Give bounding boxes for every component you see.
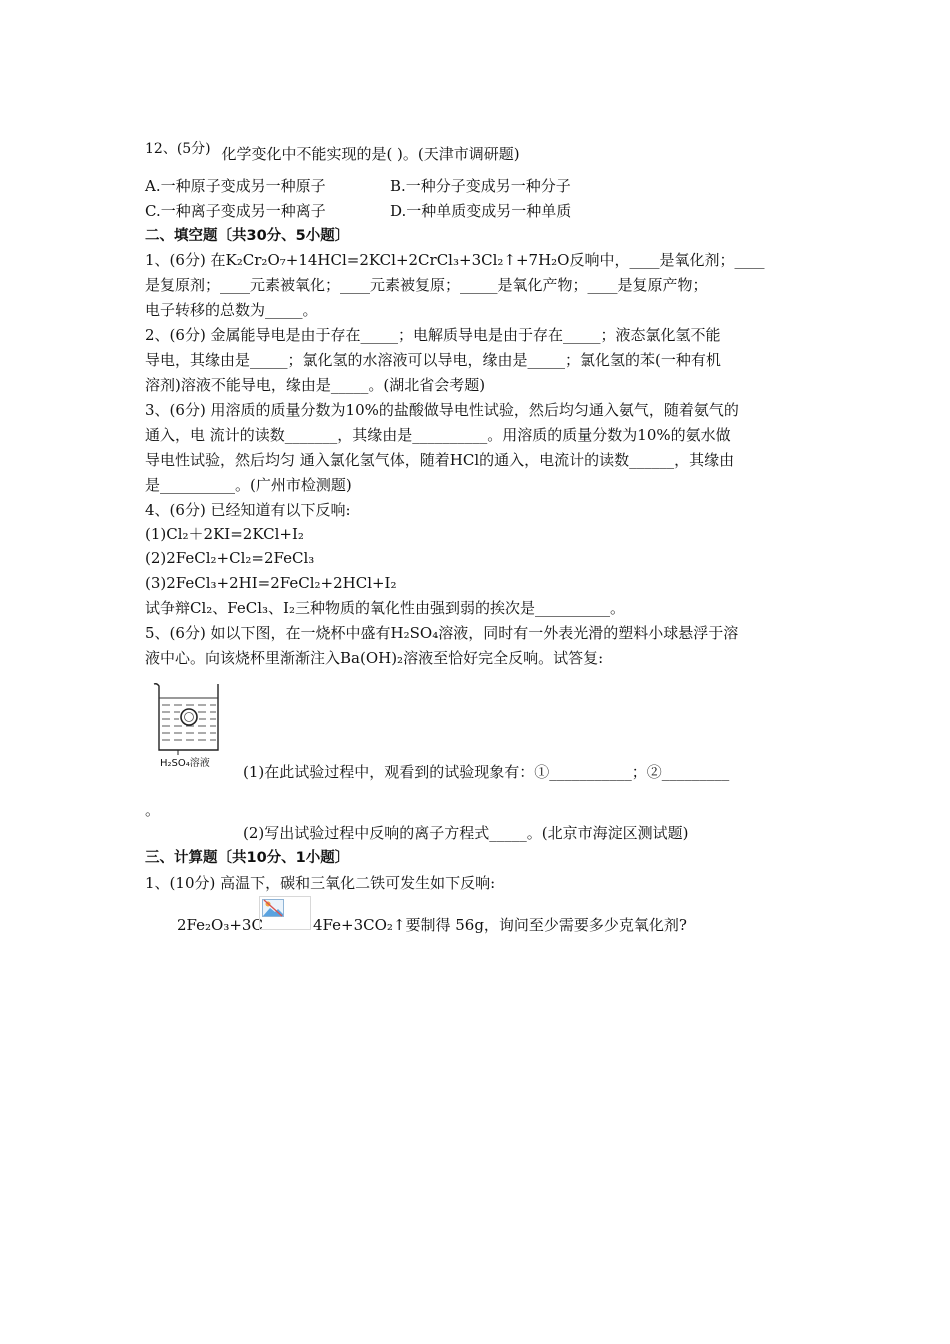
s2-q3-line3: 导电性试验，然后均匀 通入氯化氢气体，随着HCl的通入，电流计的读数______，其缘由 (145, 451, 735, 469)
s2-q1-line1: 1、(6分) 在K₂Cr₂O₇+14HCl=2KCl+2CrCl₃+3Cl₂↑+7H₂O反响中，____是氧化剂；____ (145, 251, 765, 269)
s2-q2-line1: 2、(6分) 金属能导电是由于存在_____；电解质导电是由于存在_____；液态氯化氢不能 (145, 326, 721, 344)
s2-q5-sub2: (2)写出试验过程中反响的离子方程式_____。(北京市海淀区测试题) (243, 824, 689, 842)
s3-q1-line1: 1、(10分) 高温下，碳和三氧化二铁可发生如下反响: (145, 874, 496, 892)
q12-option-c: C.一种离子变成另一种离子 (145, 202, 326, 220)
s2-q4-line1: 4、(6分) 已经知道有以下反响: (145, 501, 351, 519)
q12-option-d: D.一种单质变成另一种单质 (390, 202, 572, 220)
s2-q5-sub1-end: 。 (145, 801, 161, 819)
s2-q4-reaction2: (2)2FeCl₂+Cl₂=2FeCl₃ (145, 549, 315, 567)
beaker-drawing (150, 680, 230, 755)
s2-q4-reaction1: (1)Cl₂＋2KI=2KCl+I₂ (145, 525, 304, 543)
s2-q1-line2: 是复原剂；____元素被氧化；____元素被复原；_____是氧化产物；____是复原产物； (145, 276, 708, 294)
section3-heading: 三、计算题〔共10分、1小题〕 (145, 850, 350, 866)
q12-option-b: B.一种分子变成另一种分子 (390, 177, 571, 195)
s2-q4-reaction3: (3)2FeCl₃+2HI=2FeCl₂+2HCl+I₂ (145, 574, 397, 592)
s2-q3-line2: 通入，电 流计的读数_______，其缘由是__________。用溶质的质量分数为10%的氨水做 (145, 426, 731, 444)
s2-q5-sub1: (1)在此试验过程中，观看到的试验现象有：①___________；②_________ (243, 763, 730, 781)
broken-image-icon (262, 899, 284, 917)
q12-option-a: A.一种原子变成另一种原子 (145, 177, 326, 195)
reaction-condition-image (259, 896, 311, 930)
s2-q1-line3: 电子转移的总数为_____。 (145, 301, 318, 319)
s2-q3-line4: 是__________。(广州市检测题) (145, 476, 352, 494)
s2-q2-line3: 溶剂)溶液不能导电，缘由是_____。(湖北省会考题) (145, 376, 486, 394)
q12-number: 12、(5分) (145, 141, 211, 157)
section2-heading: 二、填空题〔共30分、5小题〕 (145, 228, 350, 244)
s2-q2-line2: 导电，其缘由是_____；氯化氢的水溶液可以导电，缘由是_____；氯化氢的苯(一种有机 (145, 351, 721, 369)
beaker-label: H₂SO₄溶液 (160, 758, 210, 769)
q12-line (145, 136, 520, 161)
s3-q1-equation-left: 2Fe₂O₃+3C (177, 916, 263, 934)
s3-q1-equation-right: 4Fe+3CO₂↑要制得 56g，询问至少需要多少克氧化剂? (313, 916, 687, 934)
q12-text: 化学变化中不能实现的是( )。(天津市调研题) (221, 145, 520, 163)
s2-q3-line1: 3、(6分) 用溶质的质量分数为10%的盐酸做导电性试验，然后均匀通入氨气，随着氨气的 (145, 401, 739, 419)
s2-q5-line1: 5、(6分) 如以下图，在一烧杯中盛有H₂SO₄溶液，同时有一外表光滑的塑料小球悬浮于溶 (145, 624, 739, 642)
s2-q5-line2: 液中心。向该烧杯里渐渐注入Ba(OH)₂溶液至恰好完全反响。试答复: (145, 649, 604, 667)
s2-q4-question: 试争辩Cl₂、FeCl₃、I₂三种物质的氧化性由强到弱的挨次是__________。 (145, 599, 625, 617)
